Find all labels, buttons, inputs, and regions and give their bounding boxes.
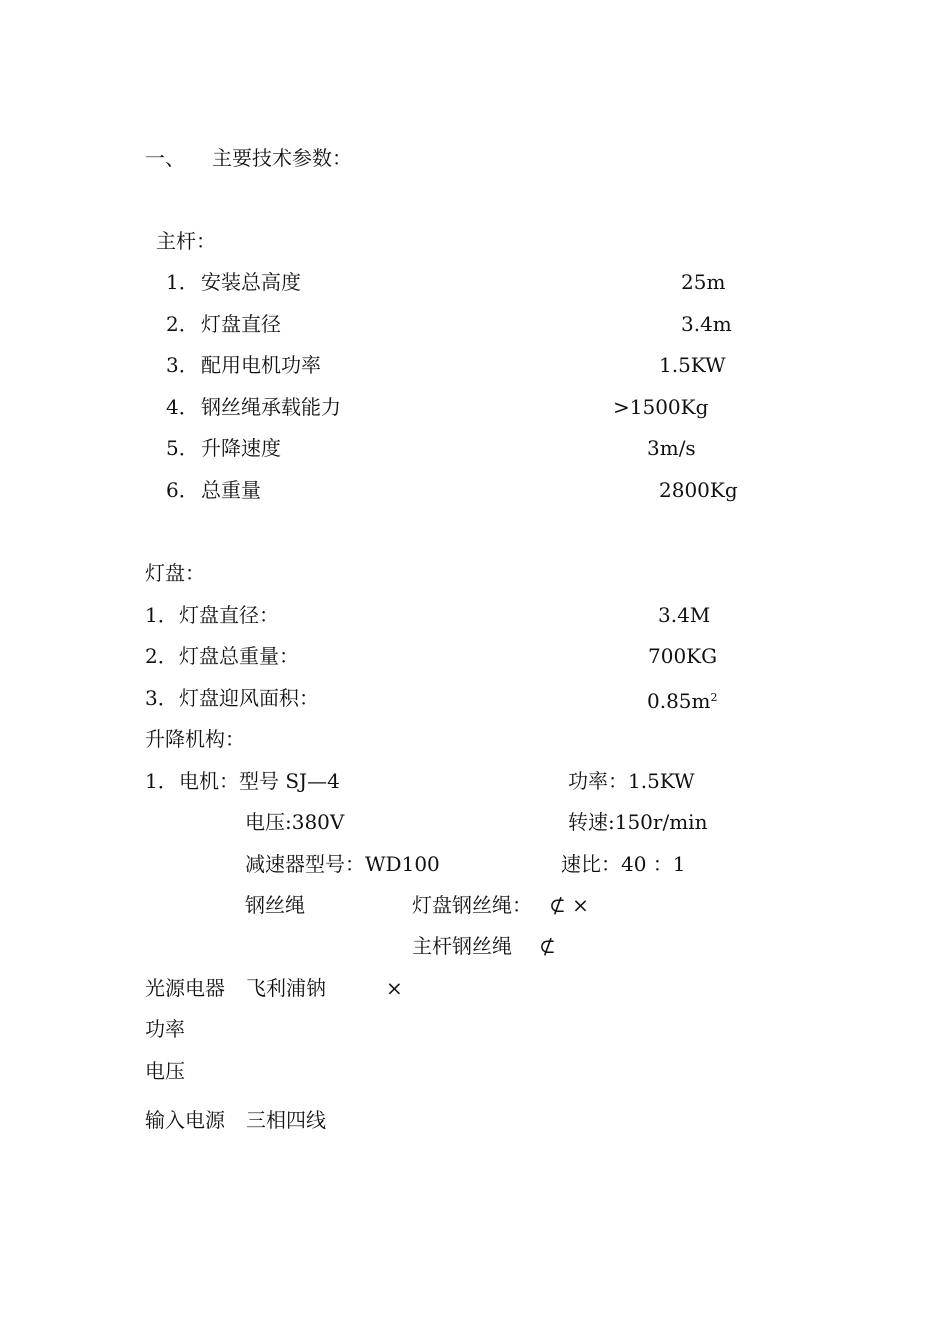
spec-label: 安装总高度 <box>201 270 301 294</box>
spec-num: 2． <box>166 312 199 336</box>
section-number: 一、 <box>145 146 185 170</box>
spec-label: 配用电机功率 <box>201 353 321 377</box>
spec-value: 25m <box>681 270 726 294</box>
section-title: 主要技术参数： <box>212 146 352 170</box>
spec-value: 2800Kg <box>659 478 738 502</box>
spec-value: >1500Kg <box>613 395 709 419</box>
spec-num: 1． <box>145 603 178 627</box>
power-label: 功率 <box>145 1017 185 1041</box>
voltage-label: 电压 <box>145 1059 185 1083</box>
input-power-value: 三相四线 <box>246 1108 326 1132</box>
main-pole-title: 主杆： <box>156 229 216 253</box>
light-source-label: 光源电器 <box>145 976 225 1000</box>
pole-rope-label: 主杆钢丝绳 <box>412 934 512 958</box>
spec-label: 钢丝绳承载能力 <box>201 395 341 419</box>
panel-rope-label: 灯盘钢丝绳： <box>412 893 532 917</box>
motor-voltage: 电压:380V <box>245 810 345 834</box>
speed-ratio: 速比：40 ：1 <box>561 852 686 876</box>
motor-power: 功率：1.5KW <box>568 769 695 793</box>
spec-num: 3． <box>166 353 199 377</box>
spec-value: 3.4M <box>658 603 711 627</box>
spec-label: 灯盘直径： <box>179 603 279 627</box>
lamp-panel-title: 灯盘： <box>145 561 205 585</box>
spec-num: 5． <box>166 436 199 460</box>
spec-value: 1.5KW <box>659 353 726 377</box>
light-source-spec: × <box>386 976 403 1000</box>
light-source-brand: 飞利浦钠 <box>246 976 326 1000</box>
spec-label: 灯盘直径 <box>201 312 281 336</box>
reducer-model: 减速器型号：WD100 <box>245 852 440 876</box>
spec-num: 2． <box>145 644 178 668</box>
spec-label: 灯盘总重量： <box>179 644 299 668</box>
spec-num: 6． <box>166 478 199 502</box>
spec-label: 灯盘迎风面积： <box>179 686 319 710</box>
spec-value: 3.4m <box>681 312 732 336</box>
spec-label: 总重量 <box>201 478 261 502</box>
spec-value: $0.85m^2$ <box>647 689 718 713</box>
panel-rope-spec: ⊄ × <box>549 893 589 917</box>
spec-value: 700KG <box>648 644 718 668</box>
input-power-label: 输入电源 <box>145 1108 225 1132</box>
pole-rope-spec: ⊄ <box>539 934 556 958</box>
spec-num: 1． <box>166 270 199 294</box>
motor-num: 1． <box>145 769 178 793</box>
wire-rope-label: 钢丝绳 <box>245 893 305 917</box>
superscript: 2 <box>710 691 718 704</box>
spec-value: 3m/s <box>647 436 696 460</box>
lifting-title: 升降机构： <box>145 727 245 751</box>
spec-num: 3． <box>145 686 178 710</box>
spec-num: 4． <box>166 395 199 419</box>
spec-label: 升降速度 <box>201 436 281 460</box>
motor-speed: 转速:150r/min <box>568 810 708 834</box>
motor-model: 电机：型号 SJ—4 <box>179 769 340 793</box>
